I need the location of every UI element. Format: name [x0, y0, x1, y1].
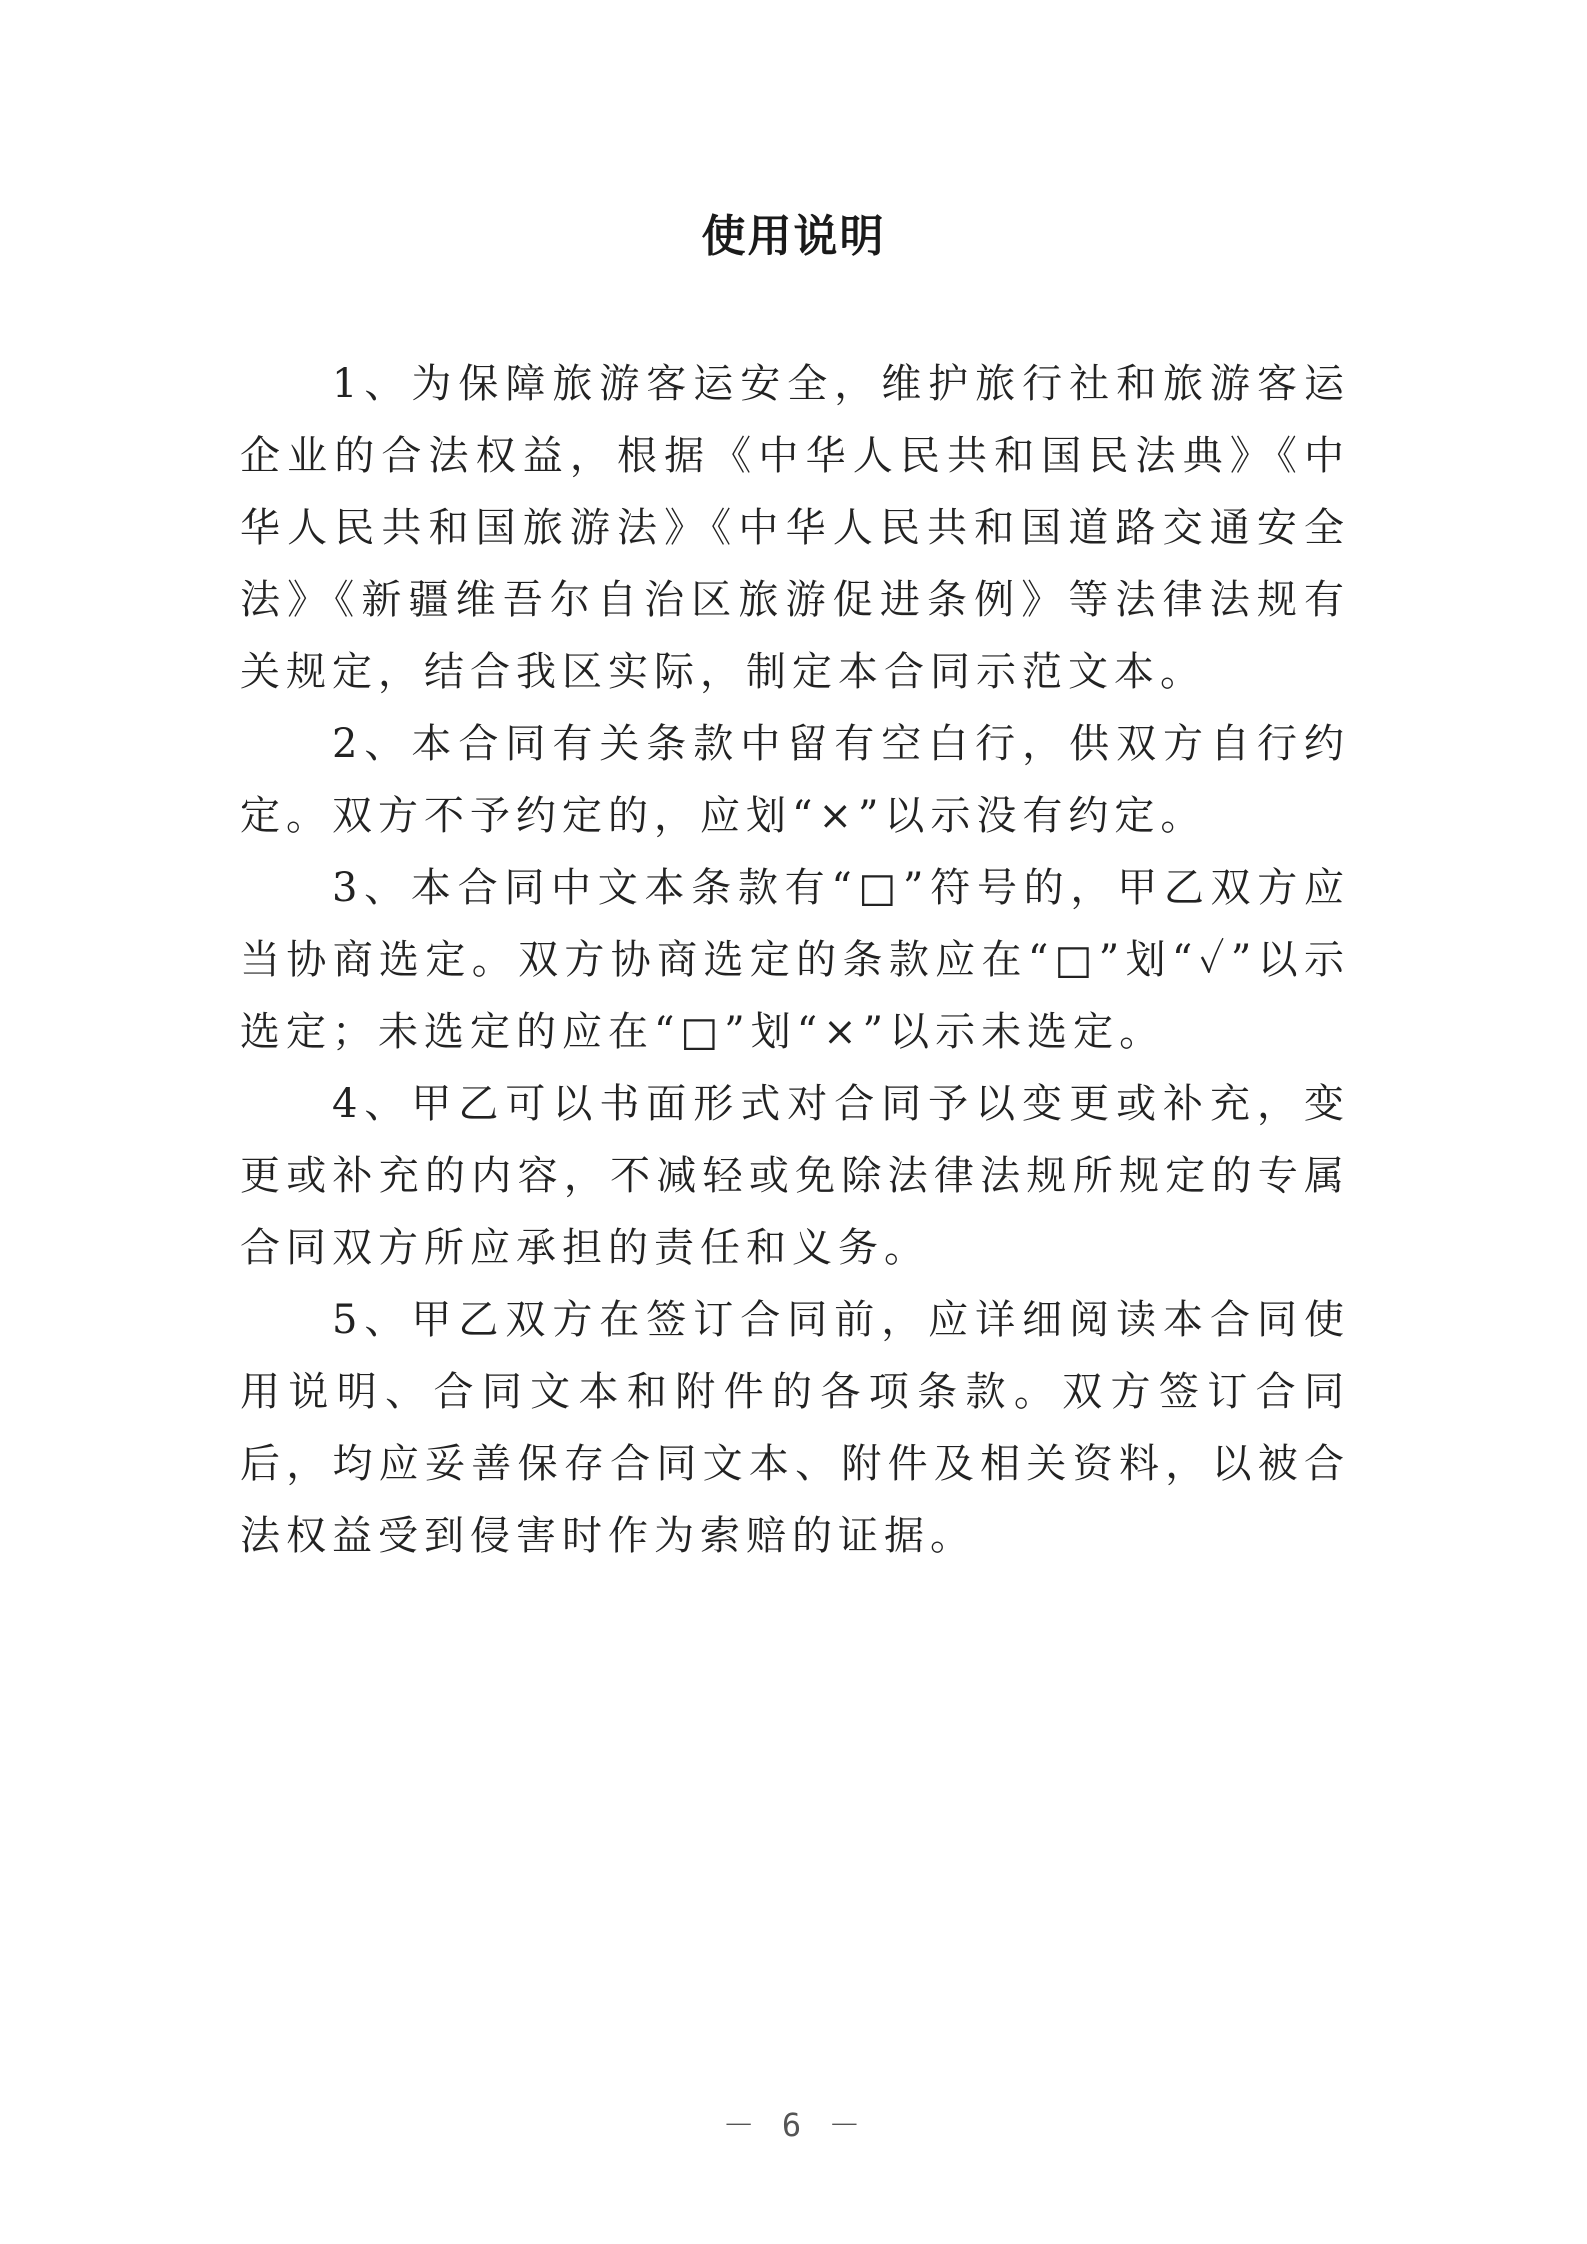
page-number: － 6 －	[722, 2106, 865, 2144]
page-title: 使用说明	[701, 211, 886, 262]
instruction-paragraph-3: 3、本合同中文本条款有“□”符号的，甲乙双方应当协商选定。双方协商选定的条款应在“□”划“✓”以示选定；未选定的应在“□”划“×”以示未选定。	[240, 865, 1350, 1055]
instruction-paragraph-2: 2、本合同有关条款中留有空白行，供双方自行约定。双方不予约定的，应划“×”以示没有约定。	[240, 721, 1350, 839]
instruction-paragraph-5: 5、甲乙双方在签订合同前，应详细阅读本合同使用说明、合同文本和附件的各项条款。双方签订合同后，均应妥善保存合同文本、附件及相关资料，以被合法权益受到侵害时作为索赔的证据。	[240, 1297, 1350, 1559]
instructions-body	[240, 348, 1350, 1572]
instruction-paragraph-4: 4、甲乙可以书面形式对合同予以变更或补充，变更或补充的内容，不减轻或免除法律法规所规定的专属合同双方所应承担的责任和义务。	[240, 1081, 1350, 1271]
instruction-paragraph-1: 1、为保障旅游客运安全，维护旅行社和旅游客运企业的合法权益，根据《中华人民共和国民法典》《中华人民共和国旅游法》《中华人民共和国道路交通安全法》《新疆维吾尔自治区旅游促进条例》等法律法规有关规定，结合我区实际，制定本合同示范文本。	[240, 361, 1350, 695]
